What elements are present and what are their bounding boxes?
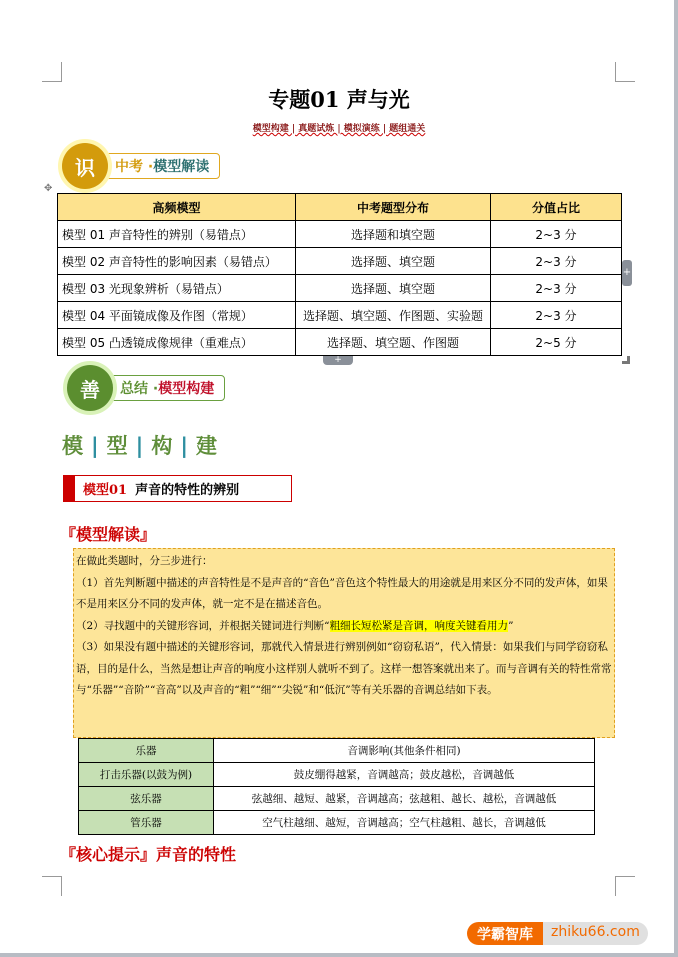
cell: 音调影响(其他条件相同)	[214, 739, 595, 763]
badge-text-a: 总结 ·	[120, 381, 159, 397]
cell: 模型 05 凸透镜成像规律（重难点）	[58, 329, 296, 356]
margin-mark	[615, 62, 635, 82]
add-row-button[interactable]: +	[323, 356, 353, 365]
cell: 打击乐器(以鼓为例)	[79, 763, 214, 787]
cell: 2~3 分	[491, 221, 622, 248]
page-title: 专题01 声与光	[268, 87, 410, 112]
paragraph	[76, 616, 612, 638]
paragraph: （3）如果没有题中描述的关键形容词，那就代入情景进行辨别例如“窃窃私语”，代入情景：如果我们与同学窃窃私语，目的是什么，当然是想让声音的响度小这样别人就听不到了。这样一想答案就出来了。而与音调有关的特性常常与“乐器”“音阶”“音高”以及声音的“粗”“细”“尖锐”和“低沉”等有关乐器的音调总结如下表。	[76, 641, 612, 696]
table-row	[58, 248, 622, 275]
cell: 弦越细、越短、越紧，音调越高；弦越粗、越长、越松，音调越低	[214, 787, 595, 811]
watermark-logo	[467, 922, 648, 945]
cell: 选择题、填空题、作图题	[296, 329, 491, 356]
subtitle-text: 模型构建 | 真题试炼 | 模拟演练 | 题组通关	[252, 124, 426, 134]
table-row	[58, 329, 622, 356]
cell: 模型 01 声音特性的辨别（易错点）	[58, 221, 296, 248]
model-table	[57, 193, 622, 356]
table-header-row	[58, 194, 622, 221]
table-row	[79, 763, 595, 787]
text: ”	[508, 619, 514, 632]
heading-char: 建	[196, 434, 220, 458]
cell: 模型 02 声音特性的影响因素（易错点）	[58, 248, 296, 275]
table-row	[79, 811, 595, 835]
badge-icon: 善	[67, 365, 113, 411]
column-header: 中考题型分布	[296, 194, 491, 221]
table-row	[79, 787, 595, 811]
cell: 管乐器	[79, 811, 214, 835]
badge-text-b: 模型构建	[158, 381, 215, 397]
badge-text-b: 模型解读	[153, 159, 210, 175]
section-title-core-tips: 『核心提示』声音的特性	[60, 845, 237, 864]
table-row	[79, 739, 595, 763]
text: （2）寻找题中的关键形容词，并根据关键词进行判断“	[76, 619, 330, 632]
section-badge-interpretation	[62, 143, 220, 189]
margin-mark	[42, 62, 62, 82]
window-edge	[0, 953, 678, 957]
watermark-cn: 学霸智库	[467, 922, 543, 945]
cell: 模型 04 平面镜成像及作图（常规）	[58, 302, 296, 329]
cell: 乐器	[79, 739, 214, 763]
heading-char: 模	[62, 434, 85, 458]
heading-char: 构	[151, 434, 175, 458]
paragraph: 在做此类题时，分三步进行：	[76, 555, 213, 567]
cell: 弦乐器	[79, 787, 214, 811]
pitch-table	[78, 738, 595, 835]
cell: 鼓皮绷得越紧，音调越高；鼓皮越松，音调越低	[214, 763, 595, 787]
cell: 选择题、填空题	[296, 248, 491, 275]
cell: 选择题和填空题	[296, 221, 491, 248]
table-row	[58, 221, 622, 248]
section-title-interpretation: 『模型解读』	[60, 525, 157, 544]
cell: 2~3 分	[491, 248, 622, 275]
explanation-box	[73, 548, 615, 738]
paragraph: （1）首先判断题中描述的声音特性是不是声音的“音色”音色这个特性最大的用途就是用来区分不同的发声体，如果不是用来区分不同的发声体，就一定不是在描述音色。	[76, 576, 608, 610]
resize-handle-icon[interactable]	[622, 356, 630, 364]
cell: 选择题、填空题	[296, 275, 491, 302]
cell: 模型 03 光现象辨析（易错点）	[58, 275, 296, 302]
watermark-url: zhiku66.com	[543, 922, 648, 945]
highlighted-text: 粗细长短松紧是音调，响度关键看用力	[329, 619, 509, 632]
column-header: 分值占比	[491, 194, 622, 221]
model-title-box	[63, 475, 292, 502]
margin-mark	[42, 876, 62, 896]
section-badge-summary	[67, 365, 225, 411]
add-column-button[interactable]: +	[622, 260, 632, 286]
badge-text-a: 中考 ·	[115, 159, 154, 175]
cell: 空气柱越细、越短，音调越高；空气柱越粗、越长，音调越低	[214, 811, 595, 835]
table-row	[58, 275, 622, 302]
cell: 2~5 分	[491, 329, 622, 356]
model-number: 模型01	[83, 483, 128, 498]
heading-char: 型	[106, 434, 130, 458]
move-handle-icon[interactable]: ✥	[44, 183, 53, 194]
margin-mark	[615, 876, 635, 896]
window-edge	[674, 0, 678, 957]
badge-icon: 识	[62, 143, 108, 189]
section-heading: 模 | 型 | 构 | 建	[62, 434, 220, 458]
cell: 2~3 分	[491, 275, 622, 302]
column-header: 高频模型	[58, 194, 296, 221]
cell: 2~3 分	[491, 302, 622, 329]
table-row	[58, 302, 622, 329]
cell: 选择题、填空题、作图题、实验题	[296, 302, 491, 329]
subtitle	[0, 121, 678, 134]
model-title: 声音的特性的辨别	[135, 483, 240, 498]
